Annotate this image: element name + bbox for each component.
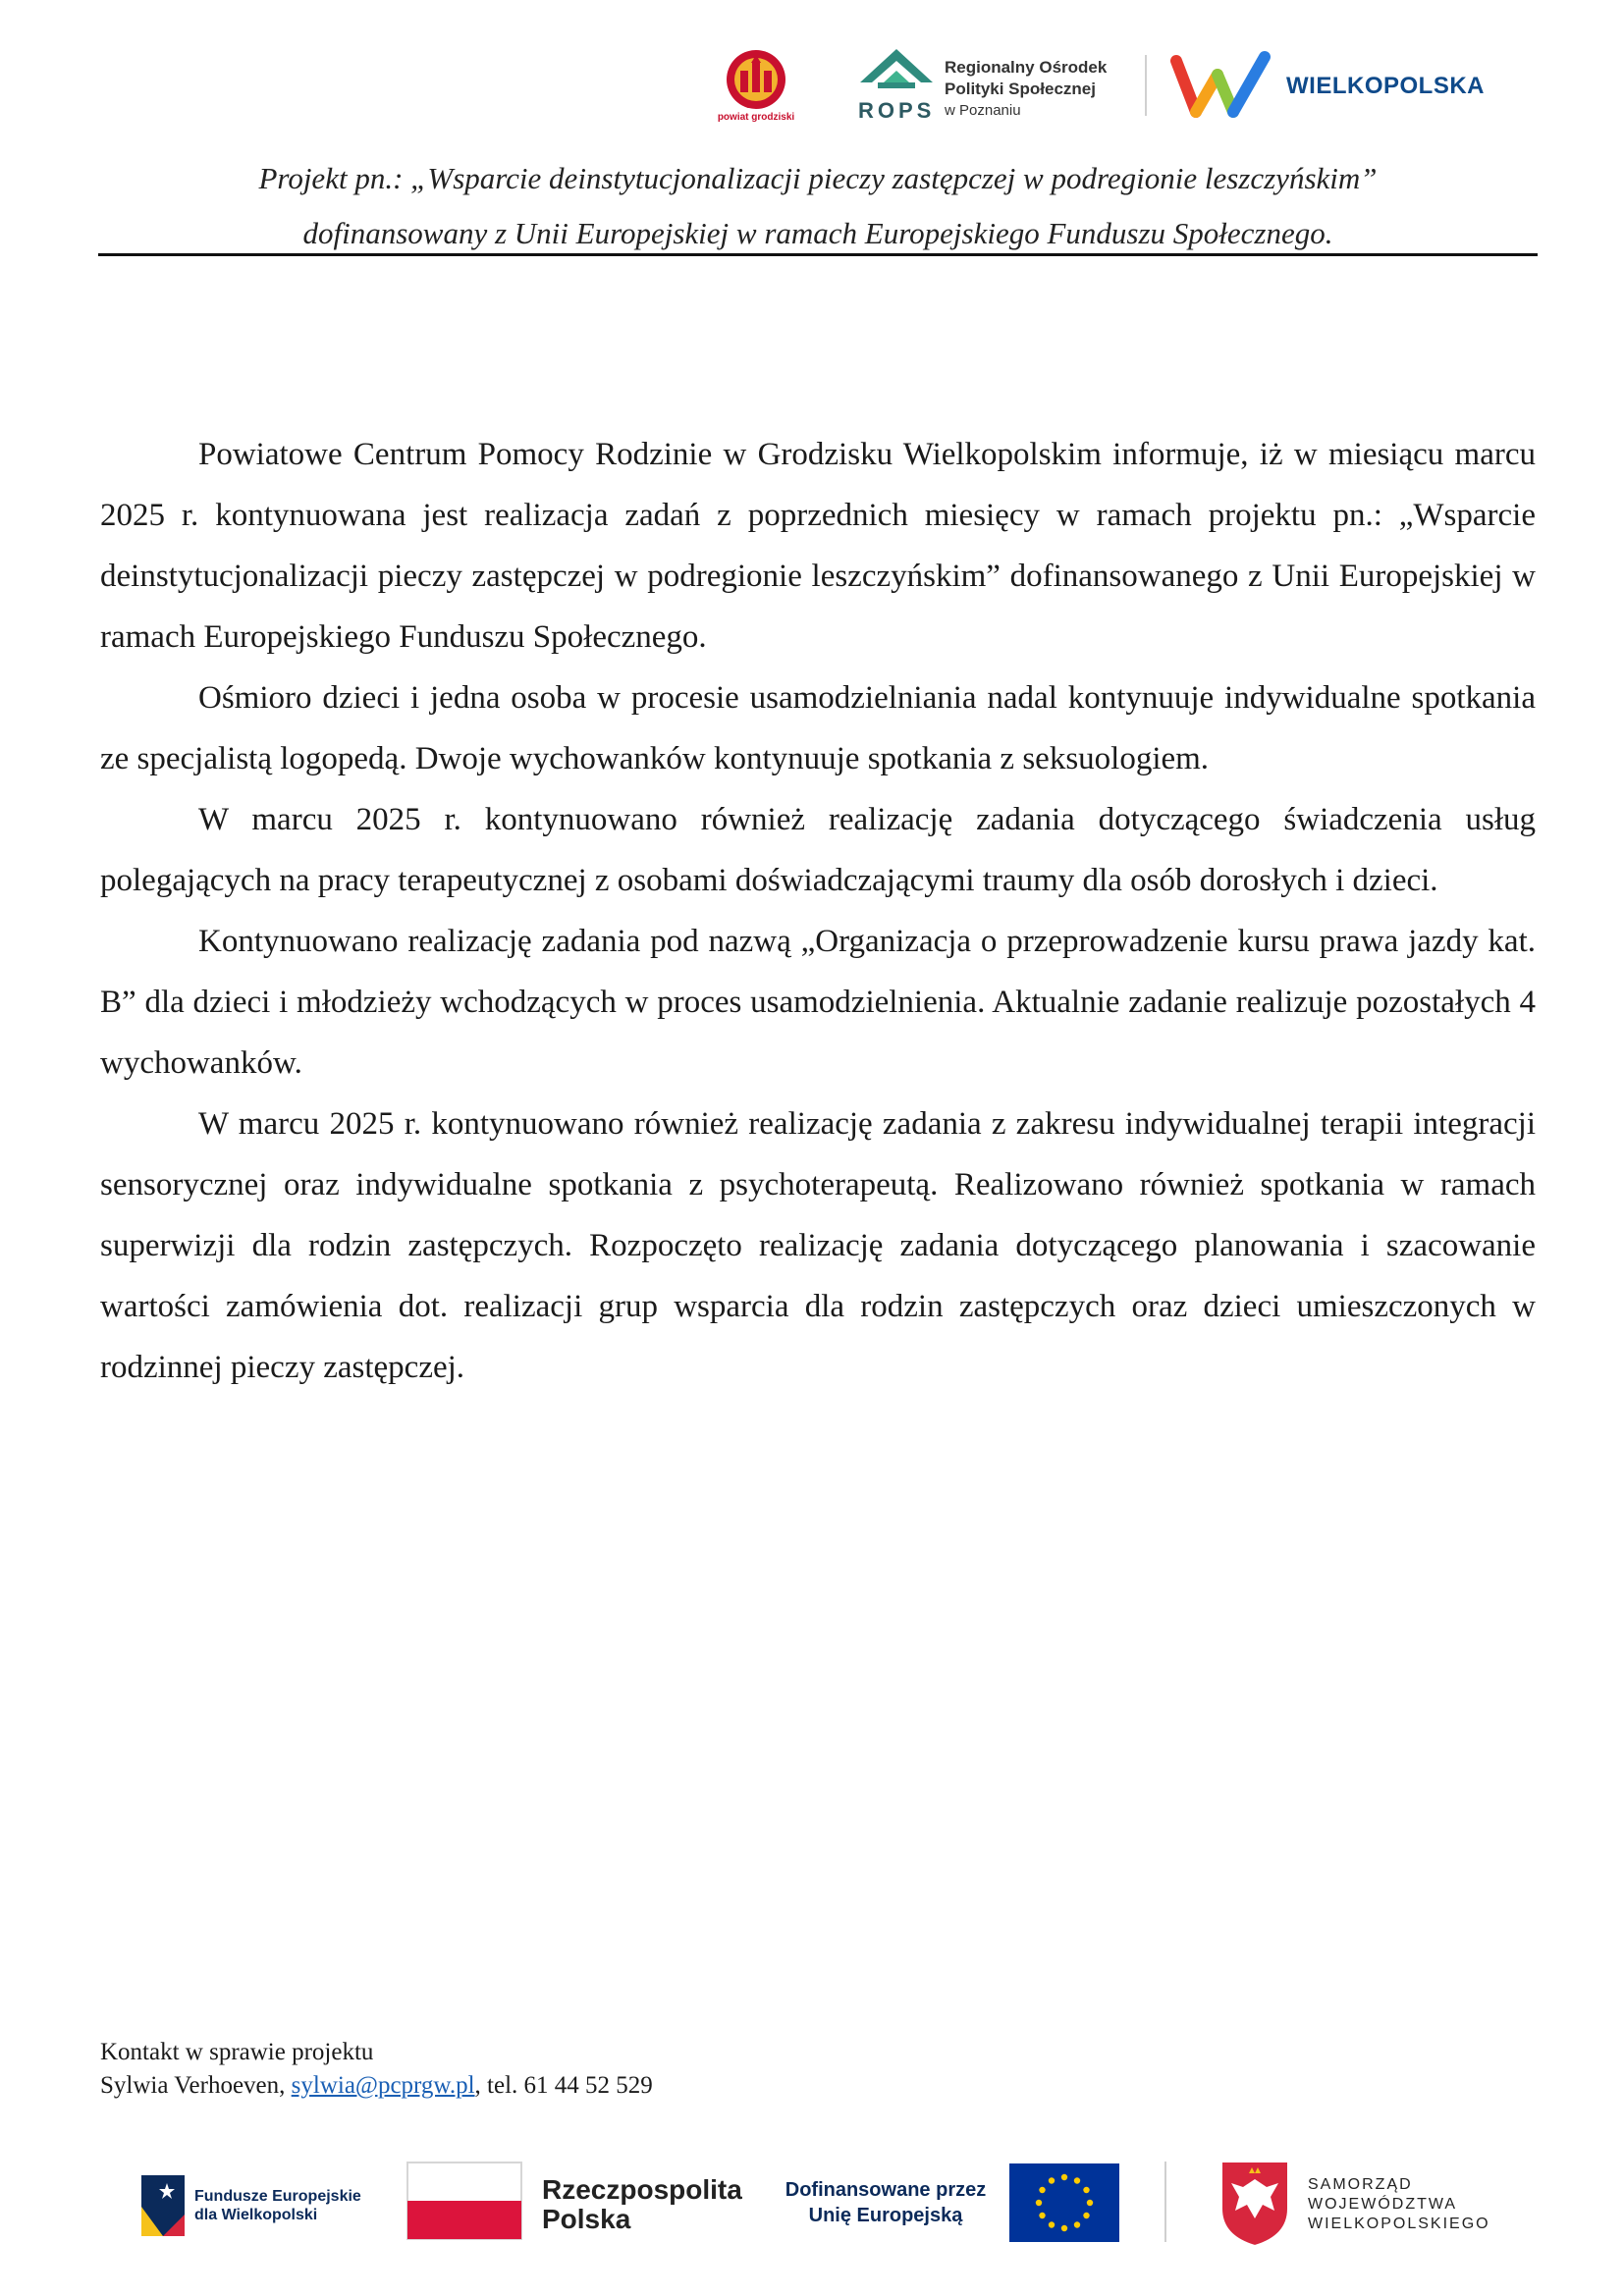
- contact-line: [100, 2069, 653, 2103]
- fe-line1: Fundusze Europejskie: [194, 2188, 361, 2205]
- rops-abbr: ROPS: [858, 98, 936, 123]
- rops-logo: [852, 43, 1117, 132]
- rzeczpospolita-polska-logo: [406, 2162, 740, 2250]
- rops-line1: Regionalny Ośrodek: [945, 58, 1108, 77]
- rops-house-icon: [852, 43, 941, 98]
- samorzad-wojewodztwa-logo: [1218, 2158, 1512, 2252]
- wielkopolska-logo: [1168, 47, 1492, 126]
- fe-line2: dla Wielkopolski: [194, 2207, 318, 2223]
- fundusze-europejskie-logo: [137, 2167, 363, 2244]
- powiat-crest-icon: [707, 47, 805, 112]
- powiat-grodziski-logo: [707, 47, 805, 130]
- contact-heading: Kontakt w sprawie projektu: [100, 2039, 374, 2065]
- ue-line1: Dofinansowane przez: [785, 2179, 987, 2201]
- project-title: [98, 151, 1538, 261]
- paragraph: Ośmioro dzieci i jedna osoba w procesie usamodzielniania nadal kontynuuje indywidualne spotkania ze specjalistą logopedą. Dwoje wychowanków kontynuuje spotkania z seksuologiem.: [100, 680, 1536, 776]
- wielkopolska-coat-of-arms-icon: [1218, 2158, 1292, 2248]
- rops-name: [945, 57, 1107, 122]
- contact-block: [100, 2036, 653, 2103]
- project-title-line2: dofinansowany z Unii Europejskiej w ramach Europejskiego Funduszu Społecznego.: [302, 216, 1333, 250]
- rops-line3: w Poznaniu: [945, 102, 1021, 119]
- polish-flag-icon: [406, 2162, 522, 2240]
- contact-email-link[interactable]: sylwia@pcprgw.pl: [291, 2072, 475, 2099]
- rzeczpospolita-polska-label: [542, 2175, 742, 2234]
- footer-logos: [137, 2150, 1512, 2258]
- ue-line2: Unię Europejską: [808, 2205, 963, 2226]
- header-divider: [98, 253, 1538, 256]
- eu-cofinanced-logo: [778, 2162, 1121, 2250]
- eu-cofinanced-label: [778, 2177, 994, 2228]
- paragraph: W marcu 2025 r. kontynuowano również realizację zadania dotyczącego świadczenia usług polegających na pracy terapeutycznej z osobami doświadczającymi traumy dla osób dorosłych i dzieci.: [100, 802, 1536, 898]
- rp-line1: Rzeczpospolita: [542, 2174, 742, 2205]
- rp-line2: Polska: [542, 2204, 631, 2234]
- eu-flag-icon: [1009, 2163, 1119, 2242]
- paragraph: Kontynuowano realizację zadania pod nazwą „Organizacja o przeprowadzenie kursu prawa jazdy kat. B” dla dzieci i młodzieży wchodzących w proces usamodzielnienia. Aktualnie zadanie realizuje pozostałych 4 wychowanków.: [100, 924, 1536, 1081]
- fundusze-europejskie-label: [194, 2187, 361, 2224]
- rops-line2: Polityki Społecznej: [945, 80, 1096, 98]
- paragraph: Powiatowe Centrum Pomocy Rodzinie w Grodzisku Wielkopolskim informuje, iż w miesiącu marcu 2025 r. kontynuowana jest realizacja zadań z poprzednich miesięcy w ramach projektu pn.: „Wsparcie deinstytucjonalizacji pieczy zastępczej w podregionie leszczyńskim” dofinansowanego z Unii Europejskiej w ramach Europejskiego Funduszu Społecznego.: [100, 437, 1536, 655]
- wielkopolska-label: WIELKOPOLSKA: [1286, 73, 1485, 99]
- document-body: [100, 424, 1536, 1398]
- paragraph: W marcu 2025 r. kontynuowano również realizację zadania z zakresu indywidualnej terapii integracji sensorycznej oraz indywidualne spotkania z psychoterapeutą. Realizowano również spotkania w ramach superwizji dla rodzin zastępczych. Rozpoczęto realizację zadania dotyczącego planowania i szacowanie wartości zamówienia dot. realizacji grup wsparcia dla rodzin zastępczych oraz dzieci umieszczonych w rodzinnej pieczy zastępczej.: [100, 1106, 1536, 1385]
- samorzad-wojewodztwa-label: [1308, 2175, 1490, 2234]
- header-logo-divider: [1145, 55, 1147, 116]
- fundusze-europejskie-icon: [137, 2167, 189, 2244]
- sw-line1: SAMORZĄD: [1308, 2176, 1413, 2193]
- contact-name: Sylwia Verhoeven,: [100, 2072, 292, 2099]
- footer-logo-divider: [1164, 2162, 1166, 2242]
- project-title-line1: Projekt pn.: „Wsparcie deinstytucjonalizacji pieczy zastępczej w podregionie leszczyńskim”: [258, 161, 1378, 195]
- sw-line2: WOJEWÓDZTWA: [1308, 2196, 1458, 2213]
- header-logos: [687, 43, 1502, 133]
- wielkopolska-w-icon: [1168, 47, 1276, 126]
- contact-phone: , tel. 61 44 52 529: [474, 2072, 653, 2099]
- sw-line3: WIELKOPOLSKIEGO: [1308, 2216, 1490, 2232]
- powiat-label: powiat grodziski: [717, 112, 795, 123]
